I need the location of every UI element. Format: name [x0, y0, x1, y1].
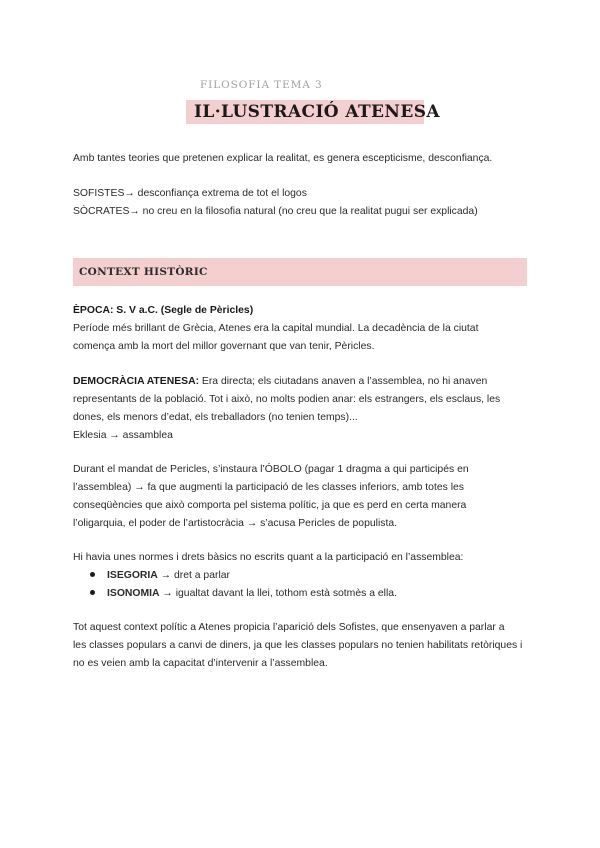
bullet-icon	[90, 590, 95, 595]
democracia-line: representants de la població. Tot i això, no molts podien anar: els estrangers, els esclaus, les	[73, 394, 501, 405]
democracia-line: dones, els menors d’edat, els treballadors (no tenien temps)...	[73, 412, 358, 423]
list-item-text: → igualtat davant la llei, tothom està sotmès a ella.	[159, 588, 397, 599]
sofistes-line	[73, 185, 533, 203]
list-item-text: → dret a parlar	[157, 570, 230, 581]
section-heading: CONTEXT HISTÒRIC	[79, 266, 208, 278]
list-item-term: ISEGORIA	[107, 570, 158, 581]
intro-paragraph: Amb tantes teories que pretenen explicar la realitat, es genera escepticisme, desconfiança.	[73, 153, 493, 164]
socrates-label: SÒCRATES	[73, 206, 130, 217]
list-item-term: ISONOMIA	[107, 588, 160, 599]
sofistes-text: → desconfiança extrema de tot el logos	[124, 188, 307, 199]
pericles-line: l’assemblea) → fa que augmenti la participació de les classes inferiors, amb totes les	[73, 482, 464, 493]
socrates-line	[73, 203, 533, 221]
pericles-line: conseqüències que això comporta pel sistema polític, ja que es perd en certa manera	[73, 500, 467, 511]
conclusio-line: no es veien amb la capacitat d’intervenir a l’assemblea.	[73, 658, 328, 669]
epoca-heading: ÈPOCA: S. V a.C. (Segle de Pèricles)	[73, 305, 254, 316]
page-title: IL·LUSTRACIÓ ATENESA	[194, 102, 440, 122]
democracia-line: DEMOCRÀCIA ATENESA: Era directa; els ciutadans anaven a l’assemblea, no hi anaven	[73, 376, 488, 387]
conclusio-line: les classes populars a canvi de diners, ja que les classes populars no tenien habilitats retòriques i	[73, 640, 523, 651]
epoca-line: Període més brillant de Grècia, Atenes era la capital mundial. La decadència de la ciutat	[73, 323, 479, 334]
conclusio-line: Tot aquest context polític a Atenes propicia l’aparició dels Sofistes, que ensenyaven a parlar a	[73, 622, 505, 633]
democracia-label: DEMOCRÀCIA ATENESA:	[73, 376, 200, 387]
normes-intro: Hi havia unes normes i drets bàsics no escrits quant a la participació en l’assemblea:	[73, 552, 464, 563]
list-item	[90, 567, 230, 585]
sofistes-label: SOFISTES	[73, 188, 125, 199]
bullet-icon	[90, 572, 95, 577]
epoca-line: comença amb la mort del millor governant que van tenir, Pèricles.	[73, 341, 375, 352]
subject-label: FILOSOFIA TEMA 3	[200, 79, 323, 91]
pericles-line: Durant el mandat de Pericles, s’instaura l’ÓBOLO (pagar 1 dragma a qui participés en	[73, 464, 469, 475]
socrates-text: → no creu en la filosofia natural (no creu que la realitat pugui ser explicada)	[129, 206, 478, 217]
pericles-line: l’oligarquia, el poder de l’artistocràcia → s’acusa Pericles de populista.	[73, 518, 398, 529]
democracia-line: Eklesia → assamblea	[73, 430, 173, 441]
list-item	[90, 585, 397, 603]
